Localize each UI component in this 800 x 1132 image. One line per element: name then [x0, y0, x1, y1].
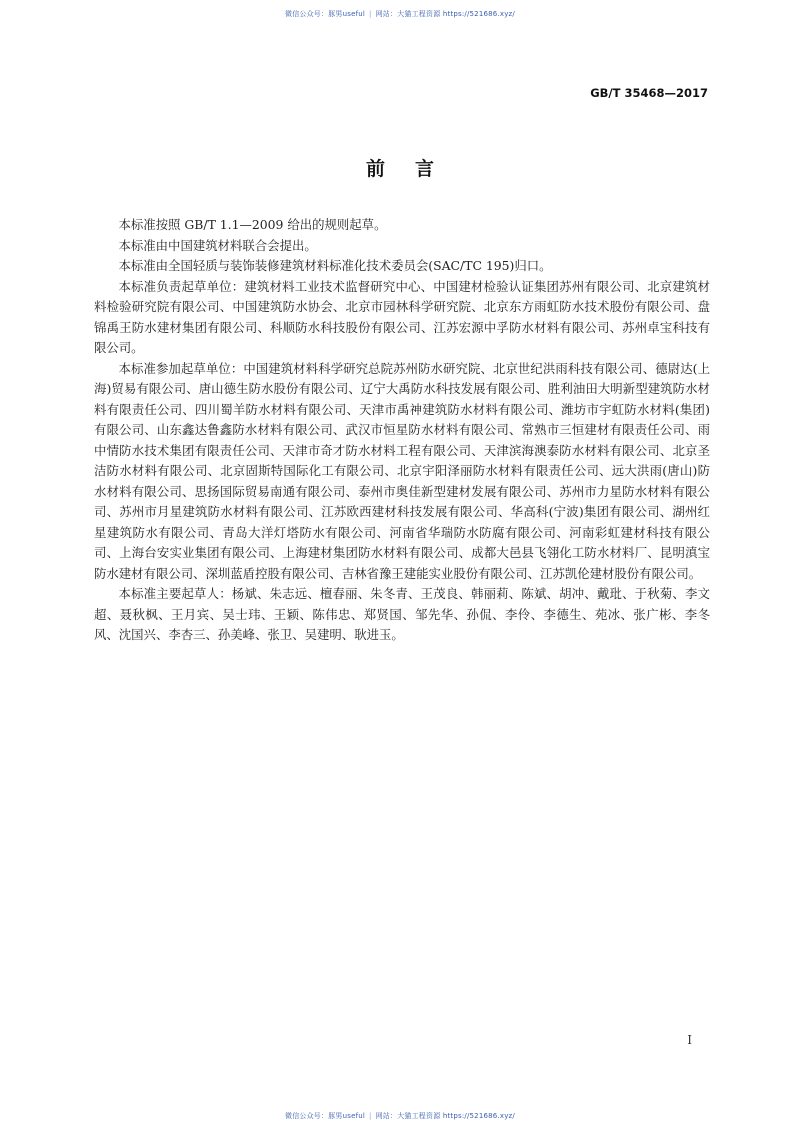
- paragraph-committee: 本标准由全国轻质与装饰装修建筑材料标准化技术委员会(SAC/TC 195)归口。: [118, 258, 552, 273]
- paragraph-lead-drafters: 本标准负责起草单位：建筑材料工业技术监督研究中心、中国建材检验认证集团苏州有限公司、北京建筑材料检验研究院有限公司、中国建筑防水协会、北京市园林科学研究院、北京东方雨虹防水技术股份有限公司、盘锦禹王防水建材集团有限公司、科顺防水科技股份有限公司、江苏宏源中孚防水材料有限公司、苏州卓宝科技有限公司。: [94, 278, 710, 355]
- watermark-wechat: 微信公众号：豚男useful: [285, 10, 366, 18]
- standard-code: GB/T 35468—2017: [590, 86, 708, 100]
- paragraph-drafting-rules: 本标准按照 GB/T 1.1—2009 给出的规则起草。: [118, 217, 387, 232]
- page-title: 前言: [365, 158, 464, 180]
- watermark-separator: |: [369, 10, 372, 18]
- watermark-wechat: 微信公众号：豚男useful: [285, 1112, 366, 1120]
- paragraph-main-drafters: 本标准主要起草人：杨斌、朱志远、檀春丽、朱冬青、王茂良、韩丽莉、陈斌、胡冲、戴玭、于秋菊、李文超、聂秋枫、王月宾、吴士玮、王颖、陈伟忠、郑贤国、邹先华、孙侃、李伶、李德生、苑冰、张广彬、李冬风、沈国兴、李杏三、孙美峰、张卫、吴建明、耿进玉。: [94, 586, 710, 642]
- watermark-site: 网站：大猫工程资源 https://521686.xyz/: [375, 10, 515, 18]
- bottom-watermark: [0, 1111, 800, 1121]
- top-watermark: [0, 9, 800, 19]
- watermark-separator: |: [369, 1112, 372, 1120]
- paragraph-participating-drafters: 本标准参加起草单位：中国建筑材料科学研究总院苏州防水研究院、北京世纪洪雨科技有限公司、德尉达(上海)贸易有限公司、唐山德生防水股份有限公司、辽宁大禹防水科技发展有限公司、胜利油田大明新型建筑防水材料有限责任公司、四川蜀羊防水材料有限公司、天津市禹神建筑防水材料有限公司、潍坊市宇虹防水材料(集团)有限公司、山东鑫达鲁鑫防水材料有限公司、武汉市恒星防水材料有限公司、常熟市三恒建材有限责任公司、雨中情防水技术集团有限责任公司、天津市奇才防水材料工程有限公司、天津滨海澳泰防水材料有限公司、北京圣洁防水材料有限公司、北京固斯特国际化工有限公司、北京宇阳泽丽防水材料有限责任公司、远大洪雨(唐山)防水材料有限公司、思扬国际贸易南通有限公司、泰州市奥佳新型建材发展有限公司、苏州市力星防水材料有限公司、苏州市月星建筑防水材料有限公司、江苏欧西建材科技发展有限公司、华高科(宁波)集团有限公司、湖州红星建筑防水有限公司、青岛大洋灯塔防水有限公司、河南省华瑞防水防腐有限公司、河南彩虹建材科技有限公司、上海台安实业集团有限公司、上海建材集团防水材料有限公司、成都大邑县飞翎化工防水材料厂、昆明滇宝防水建材有限公司、深圳蓝盾控股有限公司、吉林省豫王建能实业股份有限公司、江苏凯伦建材股份有限公司。: [94, 360, 710, 581]
- page-number: I: [687, 1033, 692, 1047]
- paragraph-proposer: 本标准由中国建筑材料联合会提出。: [118, 237, 317, 253]
- foreword-body: [94, 215, 710, 646]
- watermark-site: 网站：大猫工程资源 https://521686.xyz/: [375, 1112, 515, 1120]
